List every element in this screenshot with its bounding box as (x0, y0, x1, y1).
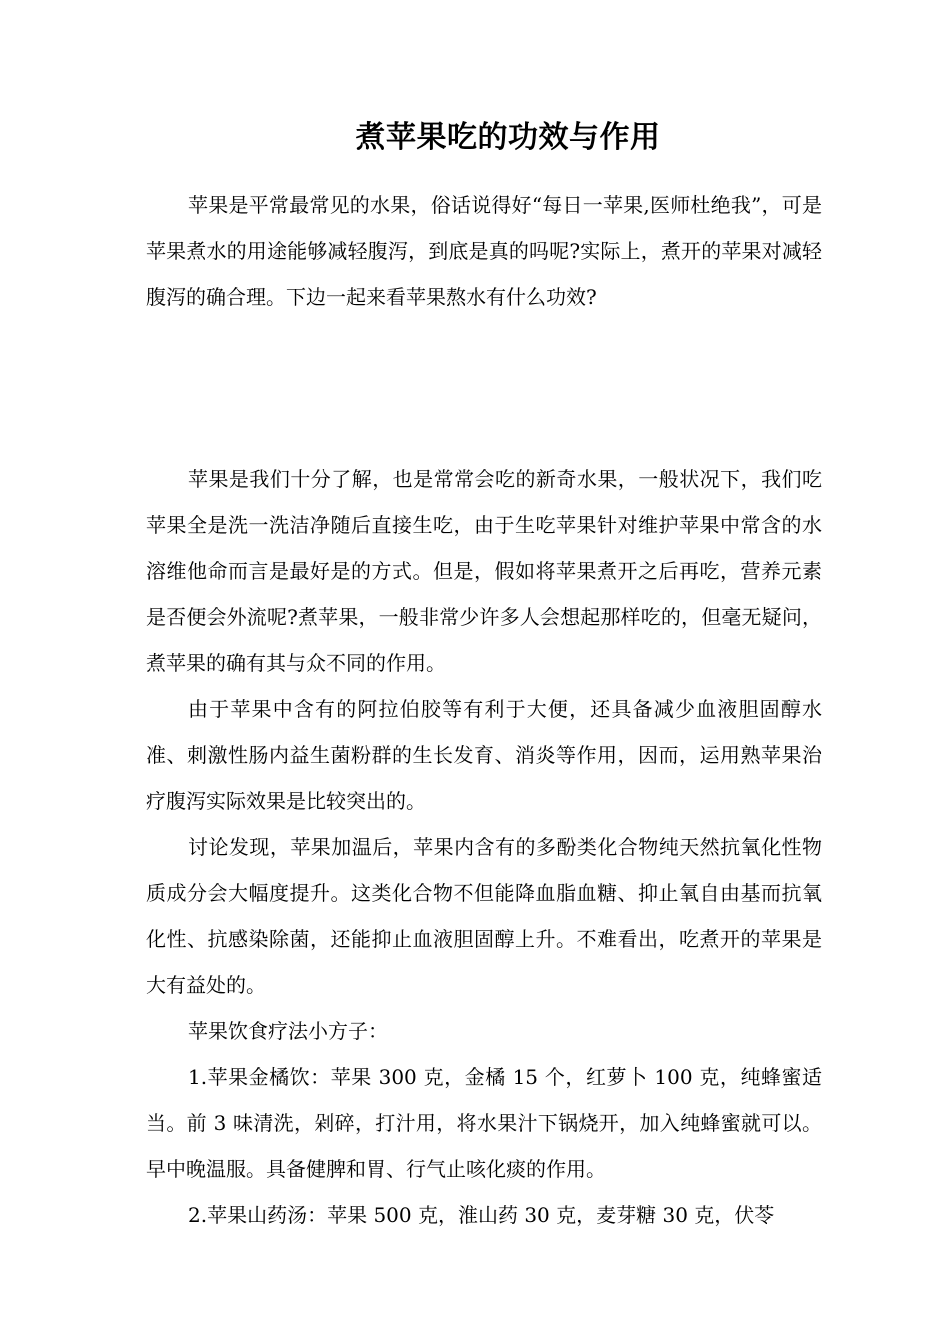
recipe-item: 2.苹果山药汤：苹果 500 克，淮山药 30 克，麦芽糖 30 克，伏苓 (188, 1203, 775, 1227)
intro-paragraph: 苹果是平常最常见的水果，俗话说得好“每日一苹果,医师杜绝我”，可是苹果煮水的用途能够减轻腹泻，到底是真的吗呢?实际上，煮开的苹果对减轻腹泻的确合理。下边一起来看苹果熬水有什么功效? (146, 193, 822, 309)
body-block (146, 456, 822, 1238)
recipe-item: 1.苹果金橘饮：苹果 300 克，金橘 15 个，红萝卜 100 克，纯蜂蜜适当。前 3 味清洗，剁碎，打汁用，将水果汁下锅烧开，加入纯蜂蜜就可以。早中晚温服。具备健脾和胃、行气止咳化痰的作用。 (146, 1065, 822, 1181)
body-paragraph: 讨论发现，苹果加温后，苹果内含有的多酚类化合物纯天然抗氧化性物质成分会大幅度提升。这类化合物不但能降血脂血糖、抑止氧自由基而抗氧化性、抗感染除菌，还能抑止血液胆固醇上升。不难看出，吃煮开的苹果是大有益处的。 (146, 835, 822, 997)
intro-block (146, 182, 822, 320)
body-paragraph: 由于苹果中含有的阿拉伯胶等有利于大便，还具备减少血液胆固醇水准、刺激性肠内益生菌粉群的生长发育、消炎等作用，因而，运用熟苹果治疗腹泻实际效果是比较突出的。 (146, 697, 822, 813)
document-title: 煮苹果吃的功效与作用 (355, 120, 661, 155)
body-paragraph: 苹果是我们十分了解，也是常常会吃的新奇水果，一般状况下，我们吃苹果全是洗一洗洁净随后直接生吃，由于生吃苹果针对维护苹果中常含的水溶维他命而言是最好是的方式。但是，假如将苹果煮开之后再吃，营养元素是否便会外流呢?煮苹果，一般非常少许多人会想起那样吃的，但毫无疑问，煮苹果的确有其与众不同的作用。 (146, 467, 822, 675)
recipe-heading: 苹果饮食疗法小方子： (188, 1019, 388, 1043)
